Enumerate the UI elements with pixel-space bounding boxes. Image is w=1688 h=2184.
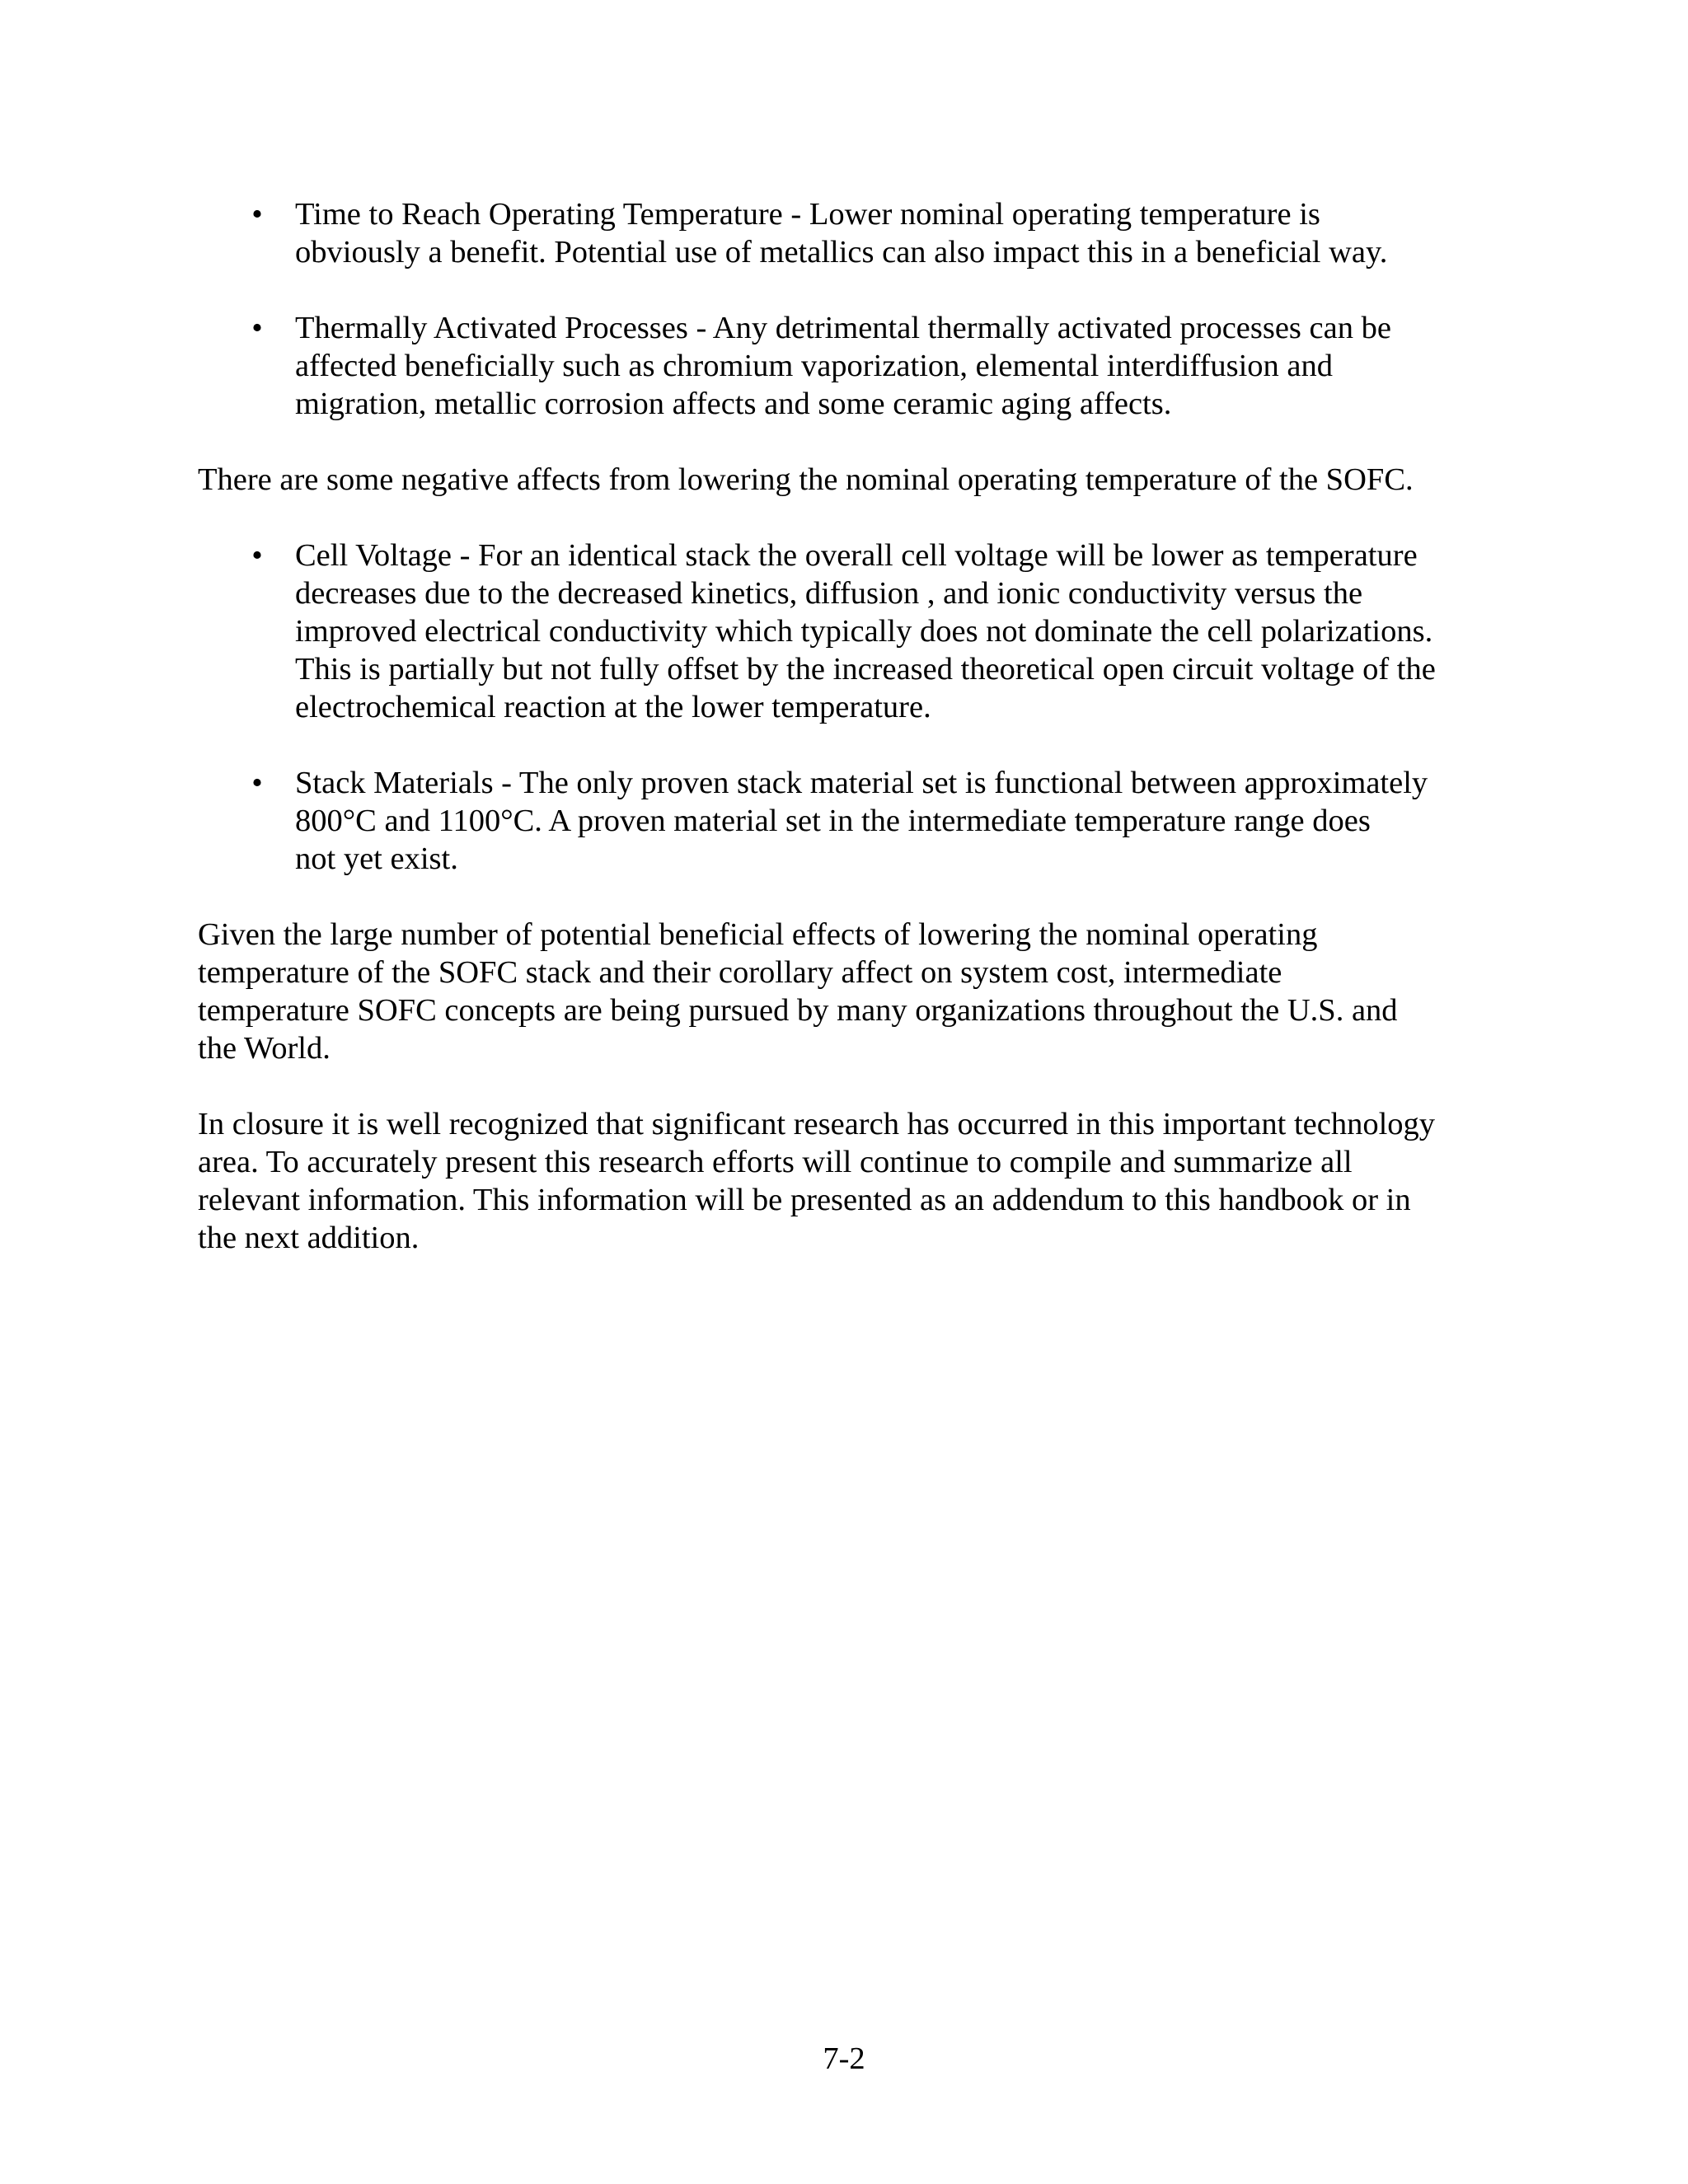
- paragraph-line: In closure it is well recognized that significant research has occurred in this important technology: [198, 1107, 1436, 1141]
- bullet-line: Stack Materials - The only proven stack material set is functional between approximately: [295, 766, 1428, 800]
- paragraph-line: the World.: [198, 1031, 331, 1066]
- bullet-line: This is partially but not fully offset by the increased theoretical open circuit voltage of the: [295, 652, 1436, 687]
- negative-affects-intro: There are some negative affects from lowering the nominal operating temperature of the SOFC.: [198, 462, 1414, 497]
- paragraph-line: the next addition.: [198, 1221, 420, 1255]
- negatives-list: [198, 537, 1533, 878]
- bullet-line: Thermally Activated Processes - Any detrimental thermally activated processes can be: [295, 311, 1391, 345]
- intermediate-temperature-paragraph: [198, 916, 1533, 1067]
- bullet-line: Cell Voltage - For an identical stack the overall cell voltage will be lower as temperature: [295, 538, 1418, 573]
- page-number: 7-2: [823, 2041, 865, 2076]
- bullet-line: not yet exist.: [295, 841, 458, 876]
- bullet-line: 800°C and 1100°C. A proven material set in the intermediate temperature range does: [295, 804, 1371, 838]
- bullet-line: improved electrical conductivity which typically does not dominate the cell polarizations.: [295, 614, 1433, 649]
- paragraph-line: Given the large number of potential beneficial effects of lowering the nominal operating: [198, 917, 1318, 952]
- bullet-cell-voltage: [198, 537, 1533, 726]
- bullet-icon: •: [251, 766, 263, 800]
- bullet-stack-materials: [198, 764, 1533, 878]
- closure-paragraph: [198, 1105, 1533, 1257]
- bullet-line: Time to Reach Operating Temperature - Lower nominal operating temperature is: [295, 197, 1320, 232]
- bullet-icon: •: [251, 197, 263, 232]
- benefits-list: [198, 195, 1533, 423]
- paragraph-line: temperature SOFC concepts are being pursued by many organizations throughout the U.S. and: [198, 993, 1398, 1028]
- bullet-line: migration, metallic corrosion affects and some ceramic aging affects.: [295, 387, 1172, 421]
- paragraph-line: area. To accurately present this research efforts will continue to compile and summarize all: [198, 1145, 1353, 1179]
- bullet-line: affected beneficially such as chromium vaporization, elemental interdiffusion and: [295, 349, 1333, 383]
- bullet-time-to-temperature: [198, 195, 1533, 271]
- paragraph-line: temperature of the SOFC stack and their corollary affect on system cost, intermediate: [198, 955, 1282, 990]
- bullet-line: electrochemical reaction at the lower temperature.: [295, 690, 931, 724]
- bullet-line: decreases due to the decreased kinetics, diffusion , and ionic conductivity versus the: [295, 576, 1363, 611]
- bullet-line: obviously a benefit. Potential use of metallics can also impact this in a beneficial way.: [295, 235, 1388, 269]
- bullet-icon: •: [251, 311, 263, 345]
- paragraph-line: relevant information. This information will be presented as an addendum to this handbook or in: [198, 1183, 1411, 1217]
- bullet-icon: •: [251, 538, 263, 573]
- bullet-thermally-activated: [198, 309, 1533, 423]
- page-content: [198, 195, 1533, 1295]
